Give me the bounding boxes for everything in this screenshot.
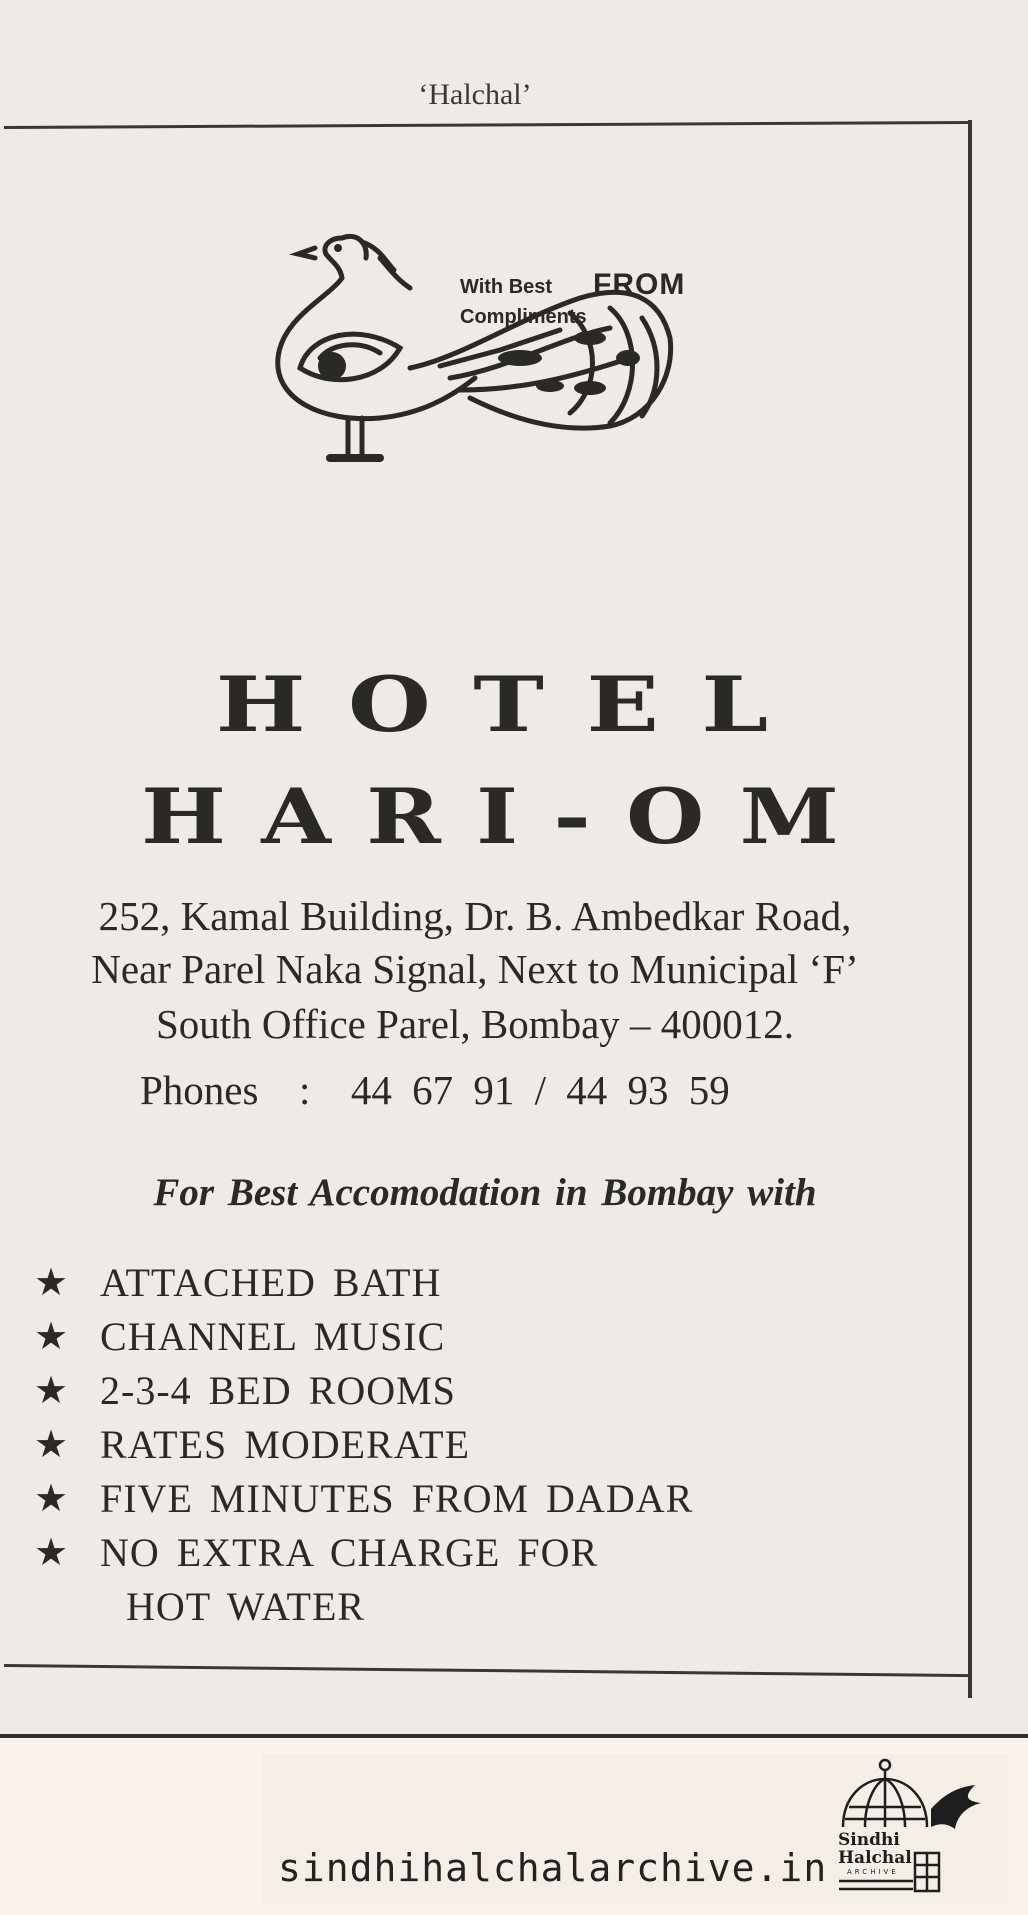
feature-text: FIVE MINUTES FROM DADAR xyxy=(100,1476,694,1521)
address-line-2: Near Parel Naka Signal, Next to Municipal ‘F’ xyxy=(91,946,859,992)
feature-text: NO EXTRA CHARGE FOR xyxy=(100,1530,599,1575)
address-line-3: South Office Parel, Bombay – 400012. xyxy=(155,1001,795,1047)
feature-text: ATTACHED BATH xyxy=(100,1260,442,1305)
feature-item xyxy=(34,1418,693,1472)
hotel-title-line-1: HOTEL xyxy=(215,660,811,749)
feature-item-continuation xyxy=(34,1580,693,1634)
feature-list xyxy=(34,1256,693,1634)
feature-text: 2-3-4 BED ROOMS xyxy=(100,1368,456,1413)
frame-right-border xyxy=(968,120,972,1698)
feature-item xyxy=(34,1256,693,1310)
hotel-title-line-2: HARI-OM xyxy=(141,772,875,861)
feature-text: HOT WATER xyxy=(126,1584,366,1629)
logo-line-3: ARCHIVE xyxy=(847,1868,899,1876)
star-icon: ★ xyxy=(34,1478,69,1520)
star-icon: ★ xyxy=(34,1316,69,1358)
feature-item xyxy=(34,1310,693,1364)
archive-url: sindhihalchalarchive.in xyxy=(278,1846,828,1890)
logo-line-1: Sindhi xyxy=(838,1830,900,1850)
tagline: For Best Accomodation in Bombay with xyxy=(153,1171,817,1214)
feature-item xyxy=(34,1364,693,1418)
page-header: ‘Halchal’ xyxy=(418,78,532,111)
peacock-icon xyxy=(270,218,690,488)
from-label: FROM xyxy=(593,268,686,301)
birdcage-logo-icon xyxy=(835,1757,985,1897)
greeting-line-1: With Best xyxy=(460,276,553,298)
star-icon: ★ xyxy=(34,1424,69,1466)
phone-numbers: Phones : 44 67 91 / 44 93 59 xyxy=(140,1067,730,1113)
feature-item xyxy=(34,1472,693,1526)
star-icon: ★ xyxy=(34,1370,69,1412)
logo-line-2: Halchal xyxy=(838,1848,912,1868)
greeting xyxy=(460,272,587,332)
feature-item xyxy=(34,1526,693,1580)
address-line-1: 252, Kamal Building, Dr. B. Ambedkar Road, xyxy=(98,893,852,939)
feature-text: RATES MODERATE xyxy=(100,1422,471,1467)
star-icon: ★ xyxy=(34,1262,69,1304)
greeting-line-2: Compliments xyxy=(460,306,587,328)
star-icon: ★ xyxy=(34,1532,69,1574)
feature-text: CHANNEL MUSIC xyxy=(100,1314,446,1359)
